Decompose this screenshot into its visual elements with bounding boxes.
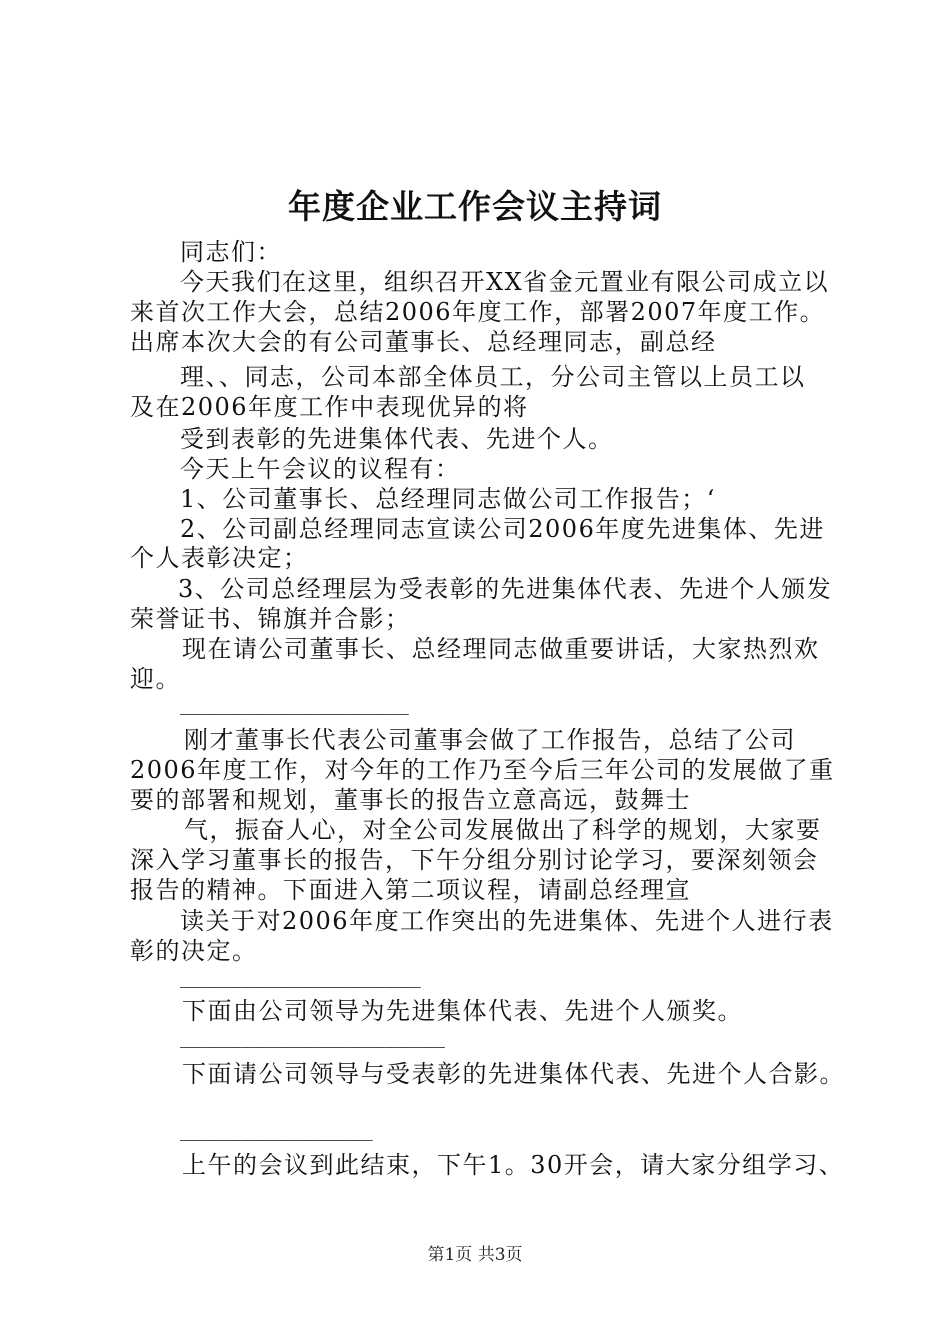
text-line: 彰的决定。 (130, 937, 258, 965)
text-line: 深入学习董事长的报告，下午分组分别讨论学习，要深刻领会 (130, 846, 819, 874)
separator-line: ____________________ (180, 964, 421, 988)
text-line: 2、公司副总经理同志宣读公司2006年度先进集体、先进 (180, 515, 825, 543)
separator-line: ________________ (180, 1117, 373, 1141)
page-number-footer: 第1页 共3页 (427, 1245, 523, 1265)
text-line: 3、公司总经理层为受表彰的先进集体代表、先进个人颁发 (178, 575, 833, 603)
text-line: 下面由公司领导为先进集体代表、先进个人颁奖。 (182, 997, 743, 1025)
text-line: 受到表彰的先进集体代表、先进个人。 (180, 425, 614, 453)
text-line: 迎。 (130, 665, 181, 693)
text-line: 上午的会议到此结束，下午1。30开会，请大家分组学习、 (182, 1151, 845, 1179)
text-line: 同志们： (180, 238, 282, 266)
text-line: 刚才董事长代表公司董事会做了工作报告，总结了公司 (184, 726, 796, 754)
text-line: 读关于对2006年度工作突出的先进集体、先进个人进行表 (180, 907, 834, 935)
text-line: 1、公司董事长、总经理同志做公司工作报告；‘ (180, 485, 716, 513)
document-title: 年度企业工作会议主持词 (288, 187, 662, 226)
text-line: 来首次工作大会，总结2006年度工作，部署2007年度工作。 (130, 298, 826, 326)
text-line: 今天我们在这里，组织召开XX省金元置业有限公司成立以 (180, 268, 830, 296)
separator-line: ___________________ (180, 691, 409, 715)
text-line: 理、、同志，公司本部全体员工，分公司主管以上员工以 (180, 363, 806, 391)
text-line: 下面请公司领导与受表彰的先进集体代表、先进个人合影。 (182, 1060, 845, 1088)
text-line: 个人表彰决定； (130, 544, 309, 572)
text-line: 2006年度工作，对今年的工作乃至今后三年公司的发展做了重 (130, 756, 835, 784)
text-line: 今天上午会议的议程有： (180, 455, 461, 483)
text-line: 荣誉证书、锦旗并合影； (130, 605, 411, 633)
text-line: 报告的精神。下面进入第二项议程，请副总经理宣 (130, 876, 691, 904)
text-line: 要的部署和规划，董事长的报告立意高远，鼓舞士 (130, 786, 691, 814)
text-line: 及在2006年度工作中表现优异的将 (130, 393, 529, 421)
separator-line: ______________________ (180, 1024, 445, 1048)
text-line: 气，振奋人心，对全公司发展做出了科学的规划，大家要 (184, 816, 822, 844)
text-line: 出席本次大会的有公司董事长、总经理同志，副总经 (130, 328, 717, 356)
text-line: 现在请公司董事长、总经理同志做重要讲话，大家热烈欢 (182, 635, 820, 663)
